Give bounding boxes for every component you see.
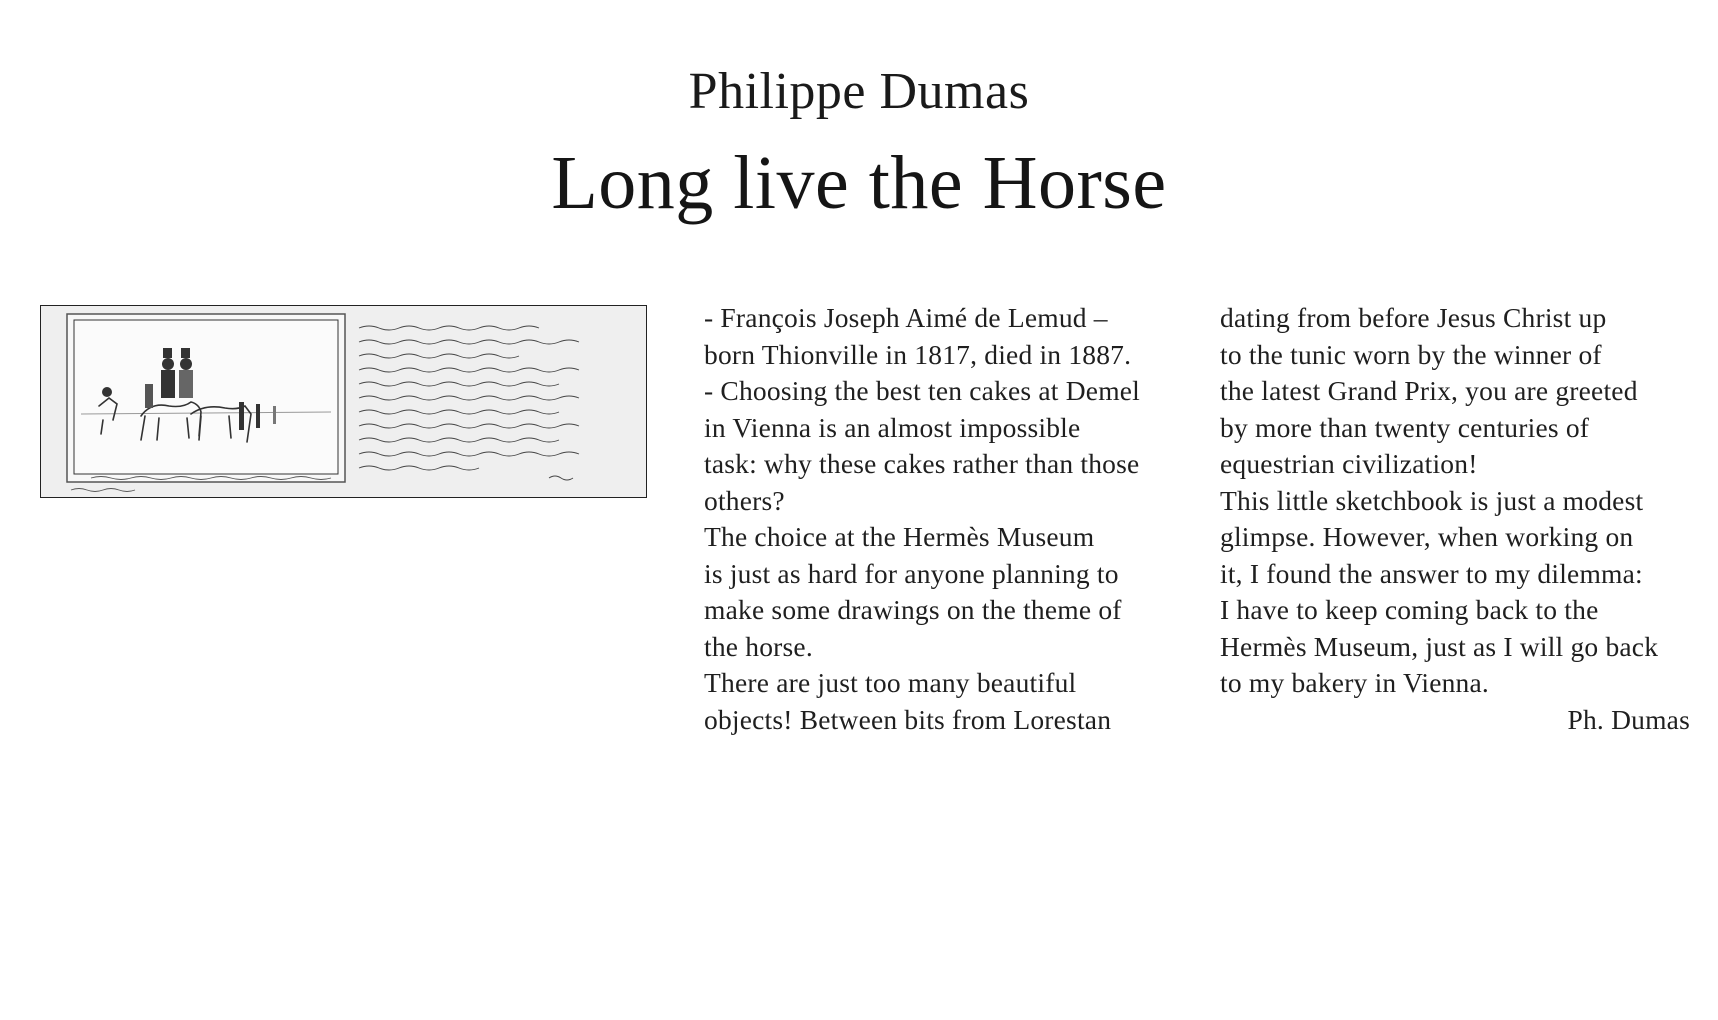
text-line: objects! Between bits from Lorestan bbox=[704, 703, 1112, 735]
text-line: the latest Grand Prix, you are greeted bbox=[1220, 375, 1638, 406]
text-line: This little sketchbook is just a modest bbox=[1220, 484, 1644, 516]
text-line: task: why these cakes rather than those bbox=[704, 448, 1140, 479]
text-line: - François Joseph Aimé de Lemud – bbox=[704, 302, 1108, 333]
text-line: others? bbox=[704, 484, 785, 516]
text-line: I have to keep coming back to the bbox=[1220, 594, 1599, 625]
text-line: The choice at the Hermès Museum bbox=[704, 521, 1095, 552]
text-line: glimpse. However, when working on bbox=[1220, 521, 1634, 552]
text-line: it, I found the answer to my dilemma: bbox=[1220, 557, 1643, 589]
text-column-left bbox=[704, 300, 1184, 738]
text-line: equestrian civilization! bbox=[1220, 448, 1478, 479]
text-line: to my bakery in Vienna. bbox=[1220, 667, 1489, 698]
text-line: born Thionville in 1817, died in 1887. bbox=[704, 338, 1132, 370]
sketchbook-illustration bbox=[40, 305, 647, 498]
author-name: Philippe Dumas bbox=[688, 63, 1030, 120]
text-line: Hermès Museum, just as I will go back bbox=[1220, 630, 1659, 662]
text-line: - Choosing the best ten cakes at Demel bbox=[704, 375, 1141, 406]
page-title: Long live the Horse bbox=[551, 141, 1167, 225]
text-line: the horse. bbox=[704, 630, 813, 662]
text-line: by more than twenty centuries of bbox=[1220, 411, 1590, 443]
signature: Ph. Dumas bbox=[1567, 703, 1690, 735]
text-line: in Vienna is an almost impossible bbox=[704, 411, 1081, 443]
text-line: to the tunic worn by the winner of bbox=[1220, 338, 1602, 370]
text-line: is just as hard for anyone planning to bbox=[704, 557, 1119, 589]
sketchbook-illustration-icon bbox=[41, 306, 648, 499]
text-line: make some drawings on the theme of bbox=[704, 594, 1122, 625]
text-line: dating from before Jesus Christ up bbox=[1220, 302, 1607, 333]
text-line: There are just too many beautiful bbox=[704, 667, 1077, 698]
text-column-right bbox=[1220, 300, 1690, 738]
